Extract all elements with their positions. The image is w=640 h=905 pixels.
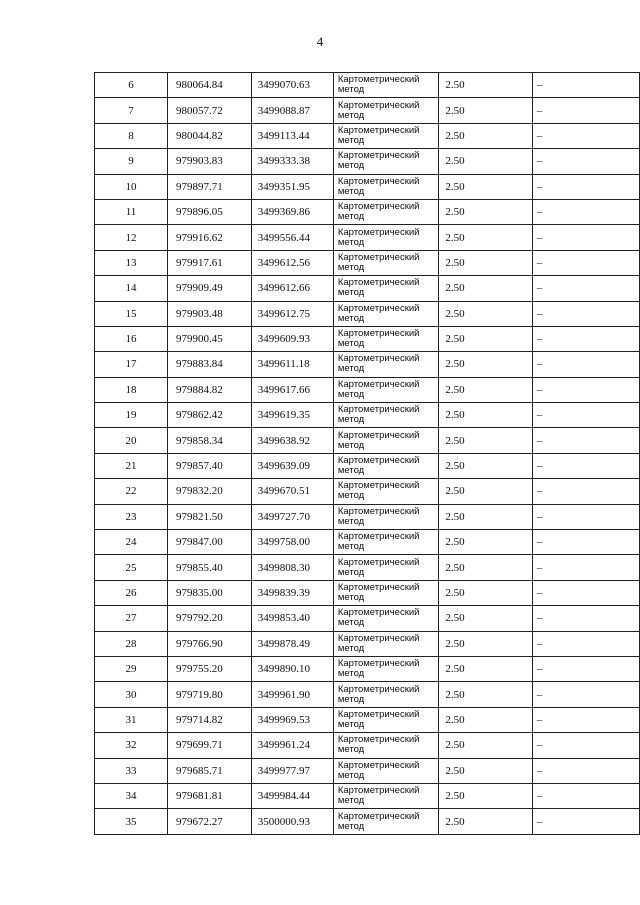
point-number-cell: 34 (95, 783, 168, 808)
accuracy-cell: 2.50 (439, 631, 533, 656)
method-cell: Картометрический метод (333, 504, 438, 529)
x-coordinate-cell: 979855.40 (168, 555, 252, 580)
table-row (95, 504, 640, 529)
description-cell: – (532, 326, 639, 351)
y-coordinate-cell: 3499369.86 (251, 199, 333, 224)
y-coordinate-cell: 3499612.75 (251, 301, 333, 326)
point-number-cell: 31 (95, 707, 168, 732)
table-row (95, 403, 640, 428)
table-row (95, 428, 640, 453)
accuracy-cell: 2.50 (439, 656, 533, 681)
method-cell: Картометрический метод (333, 98, 438, 123)
y-coordinate-cell: 3499758.00 (251, 530, 333, 555)
method-cell: Картометрический метод (333, 682, 438, 707)
method-cell: Картометрический метод (333, 250, 438, 275)
description-cell: – (532, 377, 639, 402)
y-coordinate-cell: 3499808.30 (251, 555, 333, 580)
accuracy-cell: 2.50 (439, 479, 533, 504)
y-coordinate-cell: 3499853.40 (251, 606, 333, 631)
description-cell: – (532, 758, 639, 783)
method-cell: Картометрический метод (333, 606, 438, 631)
table-row (95, 149, 640, 174)
description-cell: – (532, 783, 639, 808)
description-cell: – (532, 453, 639, 478)
description-cell: – (532, 479, 639, 504)
method-cell: Картометрический метод (333, 301, 438, 326)
point-number-cell: 32 (95, 733, 168, 758)
accuracy-cell: 2.50 (439, 123, 533, 148)
description-cell: – (532, 733, 639, 758)
method-cell: Картометрический метод (333, 174, 438, 199)
table-row (95, 682, 640, 707)
method-cell: Картометрический метод (333, 733, 438, 758)
accuracy-cell: 2.50 (439, 250, 533, 275)
table-row (95, 326, 640, 351)
point-number-cell: 26 (95, 580, 168, 605)
method-cell: Картометрический метод (333, 555, 438, 580)
table-row (95, 73, 640, 98)
point-number-cell: 10 (95, 174, 168, 199)
description-cell: – (532, 352, 639, 377)
x-coordinate-cell: 979883.84 (168, 352, 252, 377)
point-number-cell: 13 (95, 250, 168, 275)
accuracy-cell: 2.50 (439, 783, 533, 808)
description-cell: – (532, 682, 639, 707)
x-coordinate-cell: 979916.62 (168, 225, 252, 250)
x-coordinate-cell: 979719.80 (168, 682, 252, 707)
method-cell: Картометрический метод (333, 352, 438, 377)
point-number-cell: 25 (95, 555, 168, 580)
point-number-cell: 35 (95, 809, 168, 834)
description-cell: – (532, 174, 639, 199)
method-cell: Картометрический метод (333, 453, 438, 478)
point-number-cell: 16 (95, 326, 168, 351)
accuracy-cell: 2.50 (439, 606, 533, 631)
description-cell: – (532, 707, 639, 732)
y-coordinate-cell: 3499839.39 (251, 580, 333, 605)
y-coordinate-cell: 3499617.66 (251, 377, 333, 402)
description-cell: – (532, 276, 639, 301)
method-cell: Картометрический метод (333, 199, 438, 224)
method-cell: Картометрический метод (333, 326, 438, 351)
x-coordinate-cell: 979792.20 (168, 606, 252, 631)
table-row (95, 352, 640, 377)
y-coordinate-cell: 3499070.63 (251, 73, 333, 98)
y-coordinate-cell: 3499878.49 (251, 631, 333, 656)
table-row (95, 123, 640, 148)
description-cell: – (532, 199, 639, 224)
point-number-cell: 20 (95, 428, 168, 453)
x-coordinate-cell: 979858.34 (168, 428, 252, 453)
y-coordinate-cell: 3499612.66 (251, 276, 333, 301)
y-coordinate-cell: 3499984.44 (251, 783, 333, 808)
method-cell: Картометрический метод (333, 631, 438, 656)
accuracy-cell: 2.50 (439, 453, 533, 478)
table-row (95, 453, 640, 478)
y-coordinate-cell: 3499638.92 (251, 428, 333, 453)
accuracy-cell: 2.50 (439, 707, 533, 732)
table-row (95, 809, 640, 834)
point-number-cell: 33 (95, 758, 168, 783)
description-cell: – (532, 530, 639, 555)
x-coordinate-cell: 980057.72 (168, 98, 252, 123)
y-coordinate-cell: 3499977.97 (251, 758, 333, 783)
point-number-cell: 18 (95, 377, 168, 402)
point-number-cell: 14 (95, 276, 168, 301)
description-cell: – (532, 428, 639, 453)
x-coordinate-cell: 980064.84 (168, 73, 252, 98)
point-number-cell: 27 (95, 606, 168, 631)
page-number: 4 (316, 34, 324, 49)
description-cell: – (532, 73, 639, 98)
y-coordinate-cell: 3499969.53 (251, 707, 333, 732)
y-coordinate-cell: 3499961.90 (251, 682, 333, 707)
description-cell: – (532, 250, 639, 275)
accuracy-cell: 2.50 (439, 174, 533, 199)
point-number-cell: 23 (95, 504, 168, 529)
y-coordinate-cell: 3499611.18 (251, 352, 333, 377)
table-row (95, 783, 640, 808)
description-cell: – (532, 98, 639, 123)
accuracy-cell: 2.50 (439, 301, 533, 326)
point-number-cell: 21 (95, 453, 168, 478)
x-coordinate-cell: 979897.71 (168, 174, 252, 199)
y-coordinate-cell: 3499333.38 (251, 149, 333, 174)
y-coordinate-cell: 3499727.70 (251, 504, 333, 529)
method-cell: Картометрический метод (333, 403, 438, 428)
table-row (95, 758, 640, 783)
description-cell: – (532, 504, 639, 529)
x-coordinate-cell: 979900.45 (168, 326, 252, 351)
method-cell: Картометрический метод (333, 428, 438, 453)
table-row (95, 301, 640, 326)
y-coordinate-cell: 3499351.95 (251, 174, 333, 199)
x-coordinate-cell: 979903.48 (168, 301, 252, 326)
method-cell: Картометрический метод (333, 479, 438, 504)
method-cell: Картометрический метод (333, 225, 438, 250)
description-cell: – (532, 123, 639, 148)
x-coordinate-cell: 979884.82 (168, 377, 252, 402)
table-body (95, 73, 640, 835)
point-number-cell: 9 (95, 149, 168, 174)
description-cell: – (532, 631, 639, 656)
description-cell: – (532, 580, 639, 605)
method-cell: Картометрический метод (333, 73, 438, 98)
x-coordinate-cell: 979832.20 (168, 479, 252, 504)
table-row (95, 707, 640, 732)
x-coordinate-cell: 979847.00 (168, 530, 252, 555)
table-row (95, 199, 640, 224)
method-cell: Картометрический метод (333, 707, 438, 732)
method-cell: Картометрический метод (333, 783, 438, 808)
method-cell: Картометрический метод (333, 809, 438, 834)
x-coordinate-cell: 979714.82 (168, 707, 252, 732)
y-coordinate-cell: 3499088.87 (251, 98, 333, 123)
accuracy-cell: 2.50 (439, 225, 533, 250)
table-row (95, 479, 640, 504)
accuracy-cell: 2.50 (439, 98, 533, 123)
description-cell: – (532, 301, 639, 326)
method-cell: Картометрический метод (333, 580, 438, 605)
point-number-cell: 15 (95, 301, 168, 326)
table-row (95, 580, 640, 605)
accuracy-cell: 2.50 (439, 555, 533, 580)
method-cell: Картометрический метод (333, 530, 438, 555)
description-cell: – (532, 606, 639, 631)
x-coordinate-cell: 979917.61 (168, 250, 252, 275)
accuracy-cell: 2.50 (439, 428, 533, 453)
method-cell: Картометрический метод (333, 758, 438, 783)
y-coordinate-cell: 3499890.10 (251, 656, 333, 681)
table-row (95, 631, 640, 656)
accuracy-cell: 2.50 (439, 682, 533, 707)
point-number-cell: 24 (95, 530, 168, 555)
description-cell: – (532, 225, 639, 250)
table-row (95, 606, 640, 631)
y-coordinate-cell: 3499556.44 (251, 225, 333, 250)
point-number-cell: 11 (95, 199, 168, 224)
accuracy-cell: 2.50 (439, 809, 533, 834)
point-number-cell: 17 (95, 352, 168, 377)
y-coordinate-cell: 3499639.09 (251, 453, 333, 478)
method-cell: Картометрический метод (333, 276, 438, 301)
accuracy-cell: 2.50 (439, 352, 533, 377)
y-coordinate-cell: 3499961.24 (251, 733, 333, 758)
y-coordinate-cell: 3499619.35 (251, 403, 333, 428)
accuracy-cell: 2.50 (439, 580, 533, 605)
accuracy-cell: 2.50 (439, 377, 533, 402)
description-cell: – (532, 555, 639, 580)
accuracy-cell: 2.50 (439, 733, 533, 758)
accuracy-cell: 2.50 (439, 276, 533, 301)
table-row (95, 377, 640, 402)
x-coordinate-cell: 979699.71 (168, 733, 252, 758)
y-coordinate-cell: 3500000.93 (251, 809, 333, 834)
x-coordinate-cell: 979896.05 (168, 199, 252, 224)
point-number-cell: 8 (95, 123, 168, 148)
point-number-cell: 12 (95, 225, 168, 250)
method-cell: Картометрический метод (333, 377, 438, 402)
x-coordinate-cell: 979685.71 (168, 758, 252, 783)
table-row (95, 276, 640, 301)
x-coordinate-cell: 979766.90 (168, 631, 252, 656)
table-row (95, 530, 640, 555)
point-number-cell: 30 (95, 682, 168, 707)
x-coordinate-cell: 979835.00 (168, 580, 252, 605)
point-number-cell: 29 (95, 656, 168, 681)
table-row (95, 733, 640, 758)
method-cell: Картометрический метод (333, 149, 438, 174)
table-row (95, 225, 640, 250)
accuracy-cell: 2.50 (439, 199, 533, 224)
description-cell: – (532, 656, 639, 681)
point-number-cell: 22 (95, 479, 168, 504)
description-cell: – (532, 809, 639, 834)
table-row (95, 656, 640, 681)
x-coordinate-cell: 979821.50 (168, 504, 252, 529)
table-row (95, 98, 640, 123)
x-coordinate-cell: 979903.83 (168, 149, 252, 174)
point-number-cell: 28 (95, 631, 168, 656)
accuracy-cell: 2.50 (439, 73, 533, 98)
y-coordinate-cell: 3499609.93 (251, 326, 333, 351)
accuracy-cell: 2.50 (439, 758, 533, 783)
description-cell: – (532, 149, 639, 174)
point-number-cell: 19 (95, 403, 168, 428)
y-coordinate-cell: 3499612.56 (251, 250, 333, 275)
point-number-cell: 7 (95, 98, 168, 123)
description-cell: – (532, 403, 639, 428)
method-cell: Картометрический метод (333, 656, 438, 681)
coordinates-table (94, 72, 640, 835)
x-coordinate-cell: 979909.49 (168, 276, 252, 301)
y-coordinate-cell: 3499113.44 (251, 123, 333, 148)
x-coordinate-cell: 979681.81 (168, 783, 252, 808)
table-row (95, 555, 640, 580)
x-coordinate-cell: 979862.42 (168, 403, 252, 428)
x-coordinate-cell: 979672.27 (168, 809, 252, 834)
accuracy-cell: 2.50 (439, 530, 533, 555)
accuracy-cell: 2.50 (439, 326, 533, 351)
x-coordinate-cell: 980044.82 (168, 123, 252, 148)
method-cell: Картометрический метод (333, 123, 438, 148)
table-row (95, 250, 640, 275)
point-number-cell: 6 (95, 73, 168, 98)
y-coordinate-cell: 3499670.51 (251, 479, 333, 504)
x-coordinate-cell: 979857.40 (168, 453, 252, 478)
accuracy-cell: 2.50 (439, 403, 533, 428)
accuracy-cell: 2.50 (439, 504, 533, 529)
table-row (95, 174, 640, 199)
accuracy-cell: 2.50 (439, 149, 533, 174)
x-coordinate-cell: 979755.20 (168, 656, 252, 681)
